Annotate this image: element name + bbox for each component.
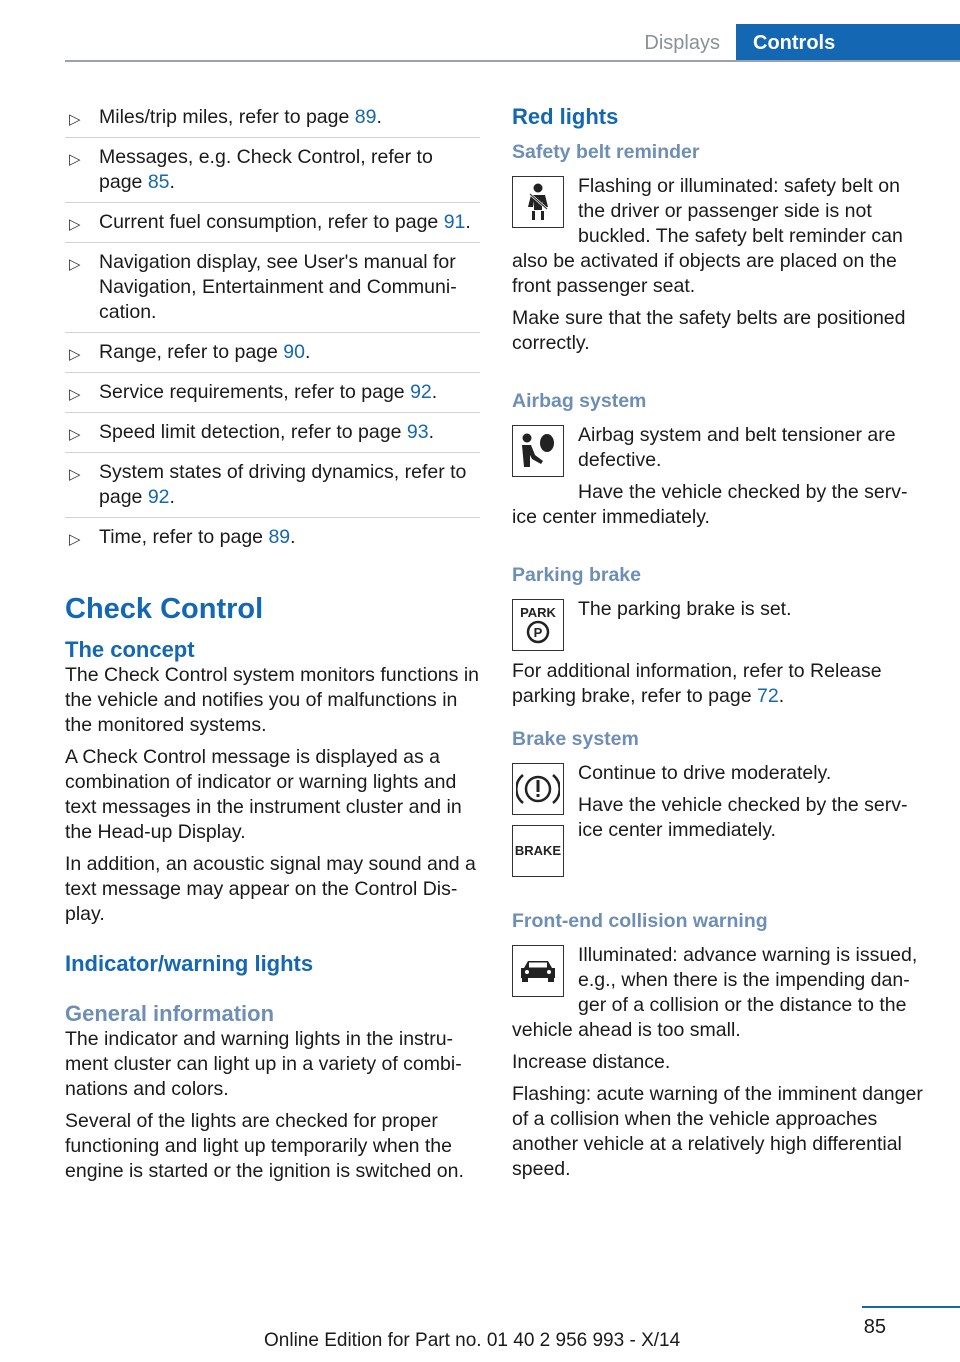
header-rule [65, 60, 960, 62]
page-link[interactable]: 91 [443, 211, 466, 233]
paragraph: Make sure that the safety belts are positioned correctly. [512, 307, 906, 354]
paragraph: Illuminated: advance warning is issued, e.g., when there is the impending danger of a collision or the distance to the vehicle ahead is too small. [512, 944, 918, 1041]
triangle-bullet-icon: ▷ [69, 346, 81, 363]
paragraph: The parking brake is set. [578, 598, 792, 620]
page-link[interactable]: 93 [406, 421, 429, 443]
brake-text-icon [512, 825, 564, 877]
page-link[interactable]: 92 [410, 381, 432, 403]
list-item-suffix: . [169, 171, 175, 193]
header-tab-controls[interactable]: Controls [736, 24, 960, 62]
list-item-suffix: . [431, 381, 438, 403]
list-item-text: Speed limit detection, refer to page [99, 421, 407, 443]
footer-edition: Online Edition for Part no. 01 40 2 956 993 - X/14 [264, 1330, 681, 1351]
list-item-text: Time, refer to page [99, 526, 269, 548]
brake-icons [512, 761, 578, 883]
paragraph-text: For additional information, refer to Release parking brake, refer to page [512, 660, 882, 707]
list-item-suffix: . [428, 421, 434, 443]
section-title-red-lights: Red lights [512, 104, 619, 129]
list-item-text: Navigation display, see User's manual for Navigation, Entertainment and Communication. [99, 251, 457, 323]
list-item [65, 413, 480, 453]
paragraph: A Check Control message is displayed as a combination of indicator or warning lights and text messages in the instrument cluster and in the Head-up Display. [65, 746, 462, 843]
airbag-warning-icon [512, 425, 564, 477]
brake-icon-label: BRAKE [514, 843, 562, 858]
page-link[interactable]: 90 [283, 341, 305, 363]
page-link[interactable]: 92 [147, 486, 170, 508]
heading-front-collision-warning: Front-end collision warning [512, 910, 768, 932]
list-item [65, 373, 480, 413]
list-item-text: Service requirements, refer to page [99, 381, 411, 403]
triangle-bullet-icon: ▷ [69, 216, 81, 233]
page-link[interactable]: 89 [354, 106, 377, 128]
list-item-suffix: . [376, 106, 382, 128]
paragraph: In addition, an acoustic signal may sound and a text message may appear on the Control Display. [65, 853, 476, 925]
display-items-list [65, 98, 480, 557]
list-item-text: Messages, e.g. Check Control, refer to page [99, 146, 433, 193]
list-item [65, 98, 480, 138]
subheading-general-information: General information [65, 1001, 275, 1026]
paragraph: Continue to drive moderately. [578, 762, 832, 784]
list-item-suffix: . [465, 211, 471, 233]
list-item [65, 518, 480, 557]
list-item [65, 243, 480, 333]
list-item-suffix: . [305, 341, 311, 363]
list-item [65, 333, 480, 373]
heading-safety-belt-reminder: Safety belt reminder [512, 141, 700, 163]
paragraph-suffix: . [778, 685, 785, 707]
triangle-bullet-icon: ▷ [69, 466, 81, 483]
page-link[interactable]: 85 [147, 171, 170, 193]
footer-rule [862, 1306, 960, 1308]
triangle-bullet-icon: ▷ [69, 151, 81, 168]
list-item-text: Miles/trip miles, refer to page [99, 106, 355, 128]
heading-brake-system: Brake system [512, 728, 639, 750]
car-collision-icon [512, 945, 564, 997]
left-column [65, 98, 480, 1191]
list-item-suffix: . [290, 526, 296, 548]
section-title-check-control: Check Control [65, 593, 264, 625]
svg-text:P: P [533, 625, 543, 640]
page-number: 85 [863, 1316, 886, 1338]
triangle-bullet-icon: ▷ [69, 256, 81, 273]
list-item [65, 138, 480, 203]
paragraph: Airbag system and belt tensioner are defective. [578, 424, 896, 471]
paragraph: Increase distance. [512, 1051, 671, 1073]
list-item [65, 203, 480, 243]
list-item [65, 453, 480, 518]
triangle-bullet-icon: ▷ [69, 426, 81, 443]
parking-brake-icon [512, 599, 564, 651]
paragraph: Flashing: acute warning of the imminent danger of a collision when the vehicle approaches another vehicle at a relatively high differential speed. [512, 1083, 923, 1180]
subheading-indicator-lights: Indicator/warning lights [65, 951, 314, 976]
seatbelt-warning-icon [512, 176, 564, 228]
paragraph: Several of the lights are checked for proper functioning and light up temporarily when the engine is started or the ignition is switched on. [65, 1110, 464, 1182]
right-column [512, 98, 924, 1189]
header-tab-displays[interactable]: Displays [644, 32, 720, 54]
paragraph: The Check Control system monitors functions in the vehicle and notifies you of malfunctions in the monitored systems. [65, 664, 479, 736]
heading-airbag-system: Airbag system [512, 390, 647, 412]
list-item-suffix: . [169, 486, 175, 508]
brake-warning-icon [512, 763, 564, 815]
subheading-concept: The concept [65, 637, 195, 662]
list-item-text: Range, refer to page [99, 341, 284, 363]
page-link[interactable]: 89 [268, 526, 291, 548]
heading-parking-brake: Parking brake [512, 564, 641, 586]
page-link[interactable]: 72 [756, 685, 779, 707]
paragraph: Have the vehicle checked by the service center immediately. [512, 481, 908, 528]
list-item-text: Current fuel consumption, refer to page [99, 211, 444, 233]
parking-icon-label: PARK [520, 605, 556, 620]
list-item-text: System states of driving dynamics, refer to page [99, 461, 467, 508]
paragraph [512, 659, 924, 709]
triangle-bullet-icon: ▷ [69, 531, 81, 548]
triangle-bullet-icon: ▷ [69, 111, 81, 128]
paragraph: Flashing or illuminated: safety belt on the driver or passenger side is not buckled. The safety belt reminder can also be activated if objects are placed on the front passenger seat. [512, 175, 903, 297]
triangle-bullet-icon: ▷ [69, 386, 81, 403]
page-header [0, 0, 960, 62]
paragraph: Have the vehicle checked by the service center immediately. [578, 794, 908, 841]
paragraph: The indicator and warning lights in the instrument cluster can light up in a variety of combinations and colors. [65, 1028, 462, 1100]
